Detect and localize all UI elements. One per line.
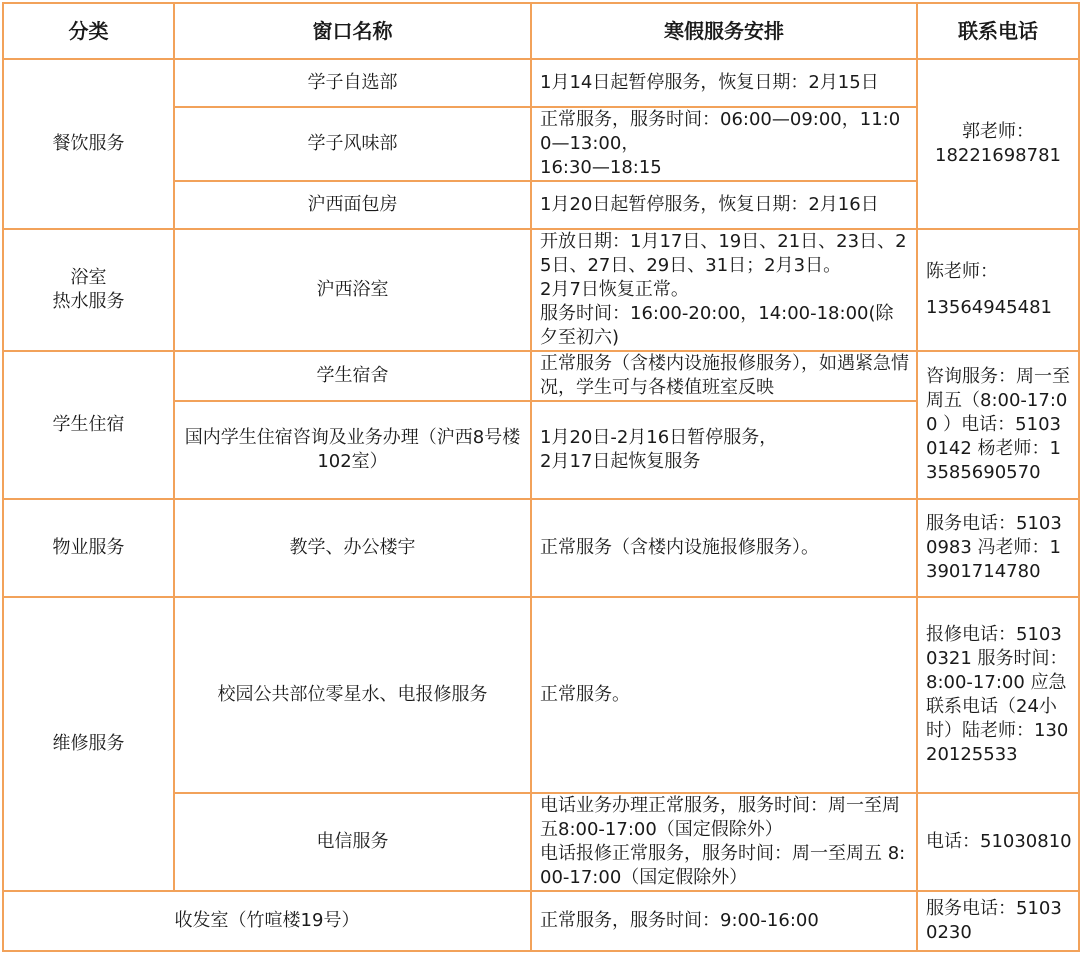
service-schedule-table [2,2,1080,952]
window-name: 沪西浴室 [174,229,531,351]
window-name: 沪西面包房 [174,181,531,229]
category-catering: 餐饮服务 [3,59,174,229]
arrangement-text: 正常服务（含楼内设施报修服务）。 [531,499,917,597]
arrangement-text: 正常服务，服务时间：06:00—09:00，11:00—13:00， 16:30—18:15 [531,107,917,181]
table-row [3,891,1079,951]
table-row [3,351,1079,401]
contact-phone: 电话：51030810 [917,793,1079,891]
arrangement-text: 开放日期：1月17日、19日、21日、23日、25日、27日、29日、31日；2月3日。 2月7日恢复正常。 服务时间：16:00-20:00，14:00-18:00(除夕至初六) [531,229,917,351]
header-category: 分类 [3,3,174,59]
table-row [3,229,1079,351]
table-row [3,59,1079,107]
category-maintenance: 维修服务 [3,597,174,891]
contact-phone: 咨询服务：周一至周五（8:00-17:00 ）电话：51030142 杨老师：13585690570 [917,351,1079,499]
arrangement-text: 1月20日起暂停服务，恢复日期：2月16日 [531,181,917,229]
arrangement-text: 1月20日-2月16日暂停服务， 2月17日起恢复服务 [531,401,917,499]
category-bath: 浴室 热水服务 [3,229,174,351]
window-name: 校园公共部位零星水、电报修服务 [174,597,531,793]
window-name: 国内学生住宿咨询及业务办理（沪西8号楼102室） [174,401,531,499]
contact-phone: 郭老师： 18221698781 [917,59,1079,229]
window-name: 学生宿舍 [174,351,531,401]
header-window: 窗口名称 [174,3,531,59]
arrangement-text: 正常服务，服务时间：9:00-16:00 [531,891,917,951]
header-phone: 联系电话 [917,3,1079,59]
contact-phone: 服务电话：51030230 [917,891,1079,951]
table-row [3,597,1079,793]
arrangement-text: 1月14日起暂停服务，恢复日期：2月15日 [531,59,917,107]
arrangement-text: 正常服务。 [531,597,917,793]
header-arrangement: 寒假服务安排 [531,3,917,59]
window-name: 电信服务 [174,793,531,891]
header-row [3,3,1079,59]
window-name: 学子自选部 [174,59,531,107]
arrangement-text: 正常服务（含楼内设施报修服务），如遇紧急情况，学生可与各楼值班室反映 [531,351,917,401]
category-housing: 学生住宿 [3,351,174,499]
window-name: 学子风味部 [174,107,531,181]
table-row [3,499,1079,597]
contact-phone: 陈老师： 13564945481 [917,229,1079,351]
window-name: 教学、办公楼宇 [174,499,531,597]
contact-phone: 报修电话：51030321 服务时间：8:00-17:00 应急联系电话（24小时）陆老师：13020125533 [917,597,1079,793]
window-name: 收发室（竹喧楼19号） [3,891,531,951]
contact-phone: 服务电话：51030983 冯老师：13901714780 [917,499,1079,597]
category-property: 物业服务 [3,499,174,597]
arrangement-text: 电话业务办理正常服务，服务时间：周一至周五8:00-17:00（国定假除外） 电话报修正常服务，服务时间：周一至周五 8:00-17:00（国定假除外） [531,793,917,891]
